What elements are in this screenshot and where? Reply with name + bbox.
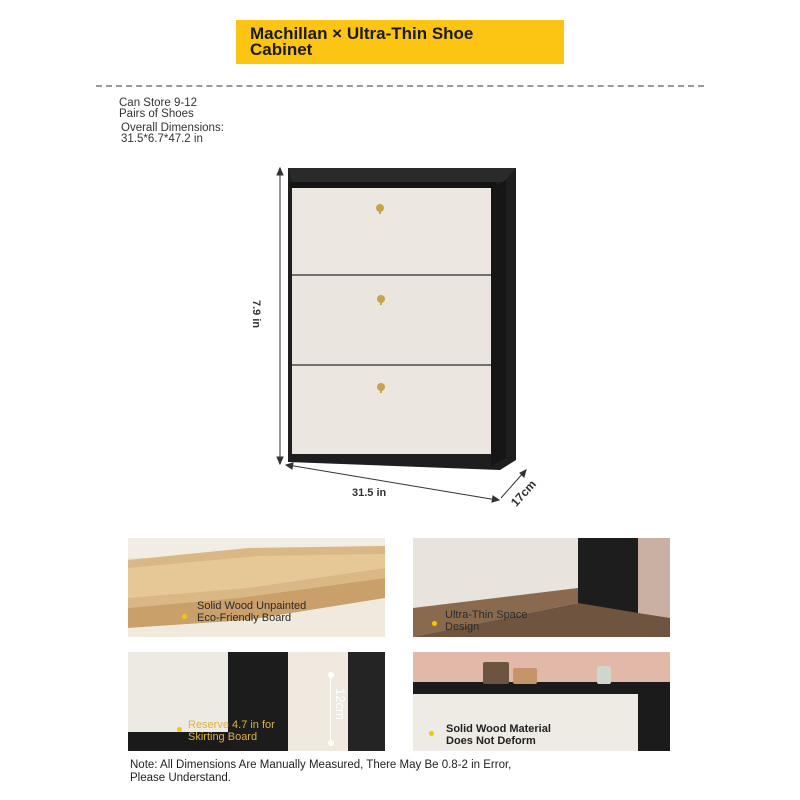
dimensions-value: 31.5*6.7*47.2 in <box>121 133 203 145</box>
height-dimension-line <box>277 168 283 464</box>
feature-dot-1 <box>182 614 187 619</box>
feature-caption-3 <box>188 719 275 743</box>
page-title <box>250 26 473 58</box>
capacity-line-2: Pairs of Shoes <box>119 108 194 120</box>
title-banner <box>236 20 564 64</box>
drawer-panel-bottom <box>292 366 491 454</box>
dimensions-label: Overall Dimensions: <box>121 122 224 134</box>
feature-2-line-2: Design <box>445 621 480 633</box>
drawer-panel-top <box>292 188 491 274</box>
capacity-text <box>119 98 197 120</box>
feature-caption-2 <box>445 609 528 633</box>
drawer-panel-middle <box>292 276 491 364</box>
note-line-2: Please Understand. <box>130 772 232 784</box>
dashed-divider <box>96 85 704 87</box>
measure-label: 12cm <box>333 688 348 720</box>
title-line-1: Machillan × Ultra-Thin Shoe <box>250 24 474 43</box>
photo-wood-board <box>128 538 385 637</box>
height-label: 7.9 in <box>250 300 262 329</box>
capacity-line-1: Can Store 9-12 <box>119 97 197 109</box>
width-label: 31.5 in <box>352 487 387 499</box>
disclaimer-note <box>130 759 650 785</box>
feature-3-line-2: Skirting Board <box>188 731 258 743</box>
feature-3-line-1: Reserve 4.7 in for <box>188 719 275 731</box>
feature-caption-4 <box>446 723 551 747</box>
feature-dot-4 <box>429 731 434 736</box>
dimensions-text <box>121 123 224 145</box>
title-line-2: Cabinet <box>250 40 313 59</box>
feature-caption-1 <box>197 600 306 624</box>
cabinet-illustration <box>260 160 560 510</box>
measure-bottom-dot <box>328 740 334 746</box>
measure-line <box>330 676 331 742</box>
feature-2-line-1: Ultra-Thin Space <box>445 609 528 621</box>
width-dimension-line <box>286 463 499 502</box>
feature-1-line-1: Solid Wood Unpainted <box>197 600 307 612</box>
note-line-1: Note: All Dimensions Are Manually Measured, There May Be 0.8-2 in Error, <box>130 759 512 771</box>
photo-thin-design <box>413 538 670 637</box>
depth-label: 17cm <box>508 477 539 510</box>
feature-dot-2 <box>432 621 437 626</box>
feature-4-line-2: Does Not Deform <box>446 735 536 747</box>
photo-skirting-board <box>128 652 385 751</box>
feature-dot-3 <box>177 727 182 732</box>
feature-4-line-1: Solid Wood Material <box>446 723 551 735</box>
photo-solid-wood <box>413 652 670 751</box>
measure-top-dot <box>328 672 334 678</box>
feature-1-line-2: Eco-Friendly Board <box>197 612 292 624</box>
